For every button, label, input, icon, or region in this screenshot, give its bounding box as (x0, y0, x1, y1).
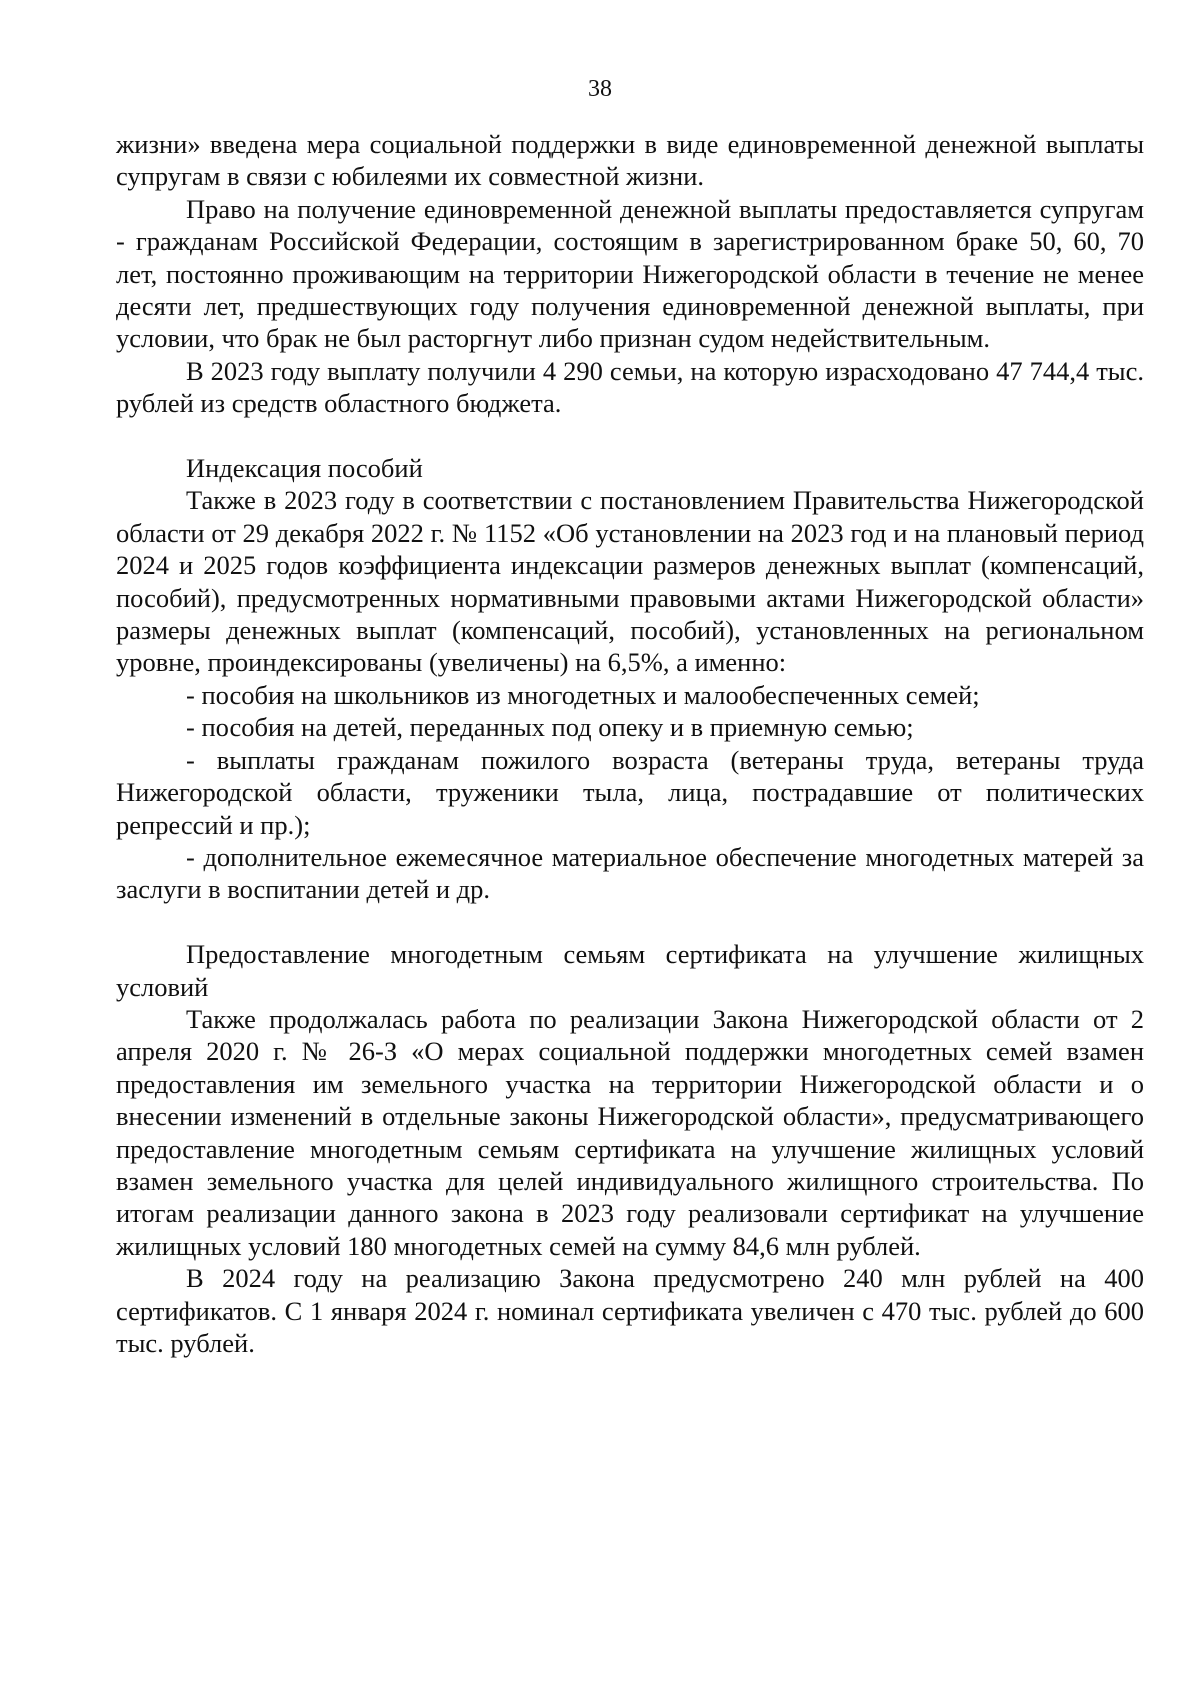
section-heading-certificate: Предоставление многодетным семьям сертификата на улучшение жилищных условий (116, 939, 1144, 1002)
paragraph-law-implementation: Также продолжалась работа по реализации Закона Нижегородской области от 2 апреля 2020 г. № 26-З «О мерах социальной поддержки многодетных семей взамен предоставления им земельного участка на территории Нижегородской области и о внесении изменений в отдельные законы Нижегородской области», предусматривающего предоставление многодетным семьям сертификата на улучшение жилищных условий взамен земельного участка для целей индивидуального жилищного строительства. По итогам реализации данного закона в 2023 году реализовали сертификат на улучшение жилищных условий 180 многодетных семей на сумму 84,6 млн рублей. (116, 1003, 1144, 1261)
paragraph-2024-plan: В 2024 году на реализацию Закона предусмотрено 240 млн рублей на 400 сертификатов. С 1 января 2024 г. номинал сертификата увеличен с 470 тыс. рублей до 600 тыс. рублей. (116, 1263, 1144, 1358)
list-item: - дополнительное ежемесячное материальное обеспечение многодетных матерей за заслуги в воспитании детей и др. (116, 841, 1144, 905)
paragraph-continuation: жизни» введена мера социальной поддержки в виде единовременной денежной выплаты супругам в связи с юбилеями их совместной жизни. (116, 129, 1144, 192)
document-body (116, 128, 1144, 1359)
spacer (116, 420, 1144, 452)
page-number: 38 (588, 76, 612, 102)
list-item: - пособия на школьников из многодетных и малообеспеченных семей; (186, 679, 980, 710)
section-heading-indexation: Индексация пособий (186, 453, 423, 484)
paragraph-eligibility: Право на получение единовременной денежной выплаты предоставляется супругам - гражданам Российской Федерации, состоящим в зарегистрированном браке 50, 60, 70 лет, постоянно проживающим на территории Нижегородской области в течение не менее десяти лет, предшествующих году получения единовременной денежной выплаты, при условии, что брак не был расторгнут либо признан судом недействительным. (116, 193, 1144, 354)
list-item: - пособия на детей, переданных под опеку и в приемную семью; (186, 712, 914, 743)
paragraph-2023-payments: В 2023 году выплату получили 4 290 семьи, на которую израсходовано 47 744,4 тыс. рублей из средств областного бюджета. (116, 355, 1144, 419)
list-item: - выплаты гражданам пожилого возраста (ветераны труда, ветераны труда Нижегородской области, труженики тыла, лица, пострадавшие от политических репрессий и пр.); (116, 744, 1144, 840)
spacer (116, 906, 1144, 938)
paragraph-indexation: Также в 2023 году в соответствии с постановлением Правительства Нижегородской области от 29 декабря 2022 г. № 1152 «Об установлении на 2023 год и на плановый период 2024 и 2025 годов коэффициента индексации размеров денежных выплат (компенсаций, пособий), предусмотренных нормативными правовыми актами Нижегородской области» размеры денежных выплат (компенсаций, пособий), установленных на региональном уровне, проиндексированы (увеличены) на 6,5%, а именно: (116, 485, 1144, 678)
